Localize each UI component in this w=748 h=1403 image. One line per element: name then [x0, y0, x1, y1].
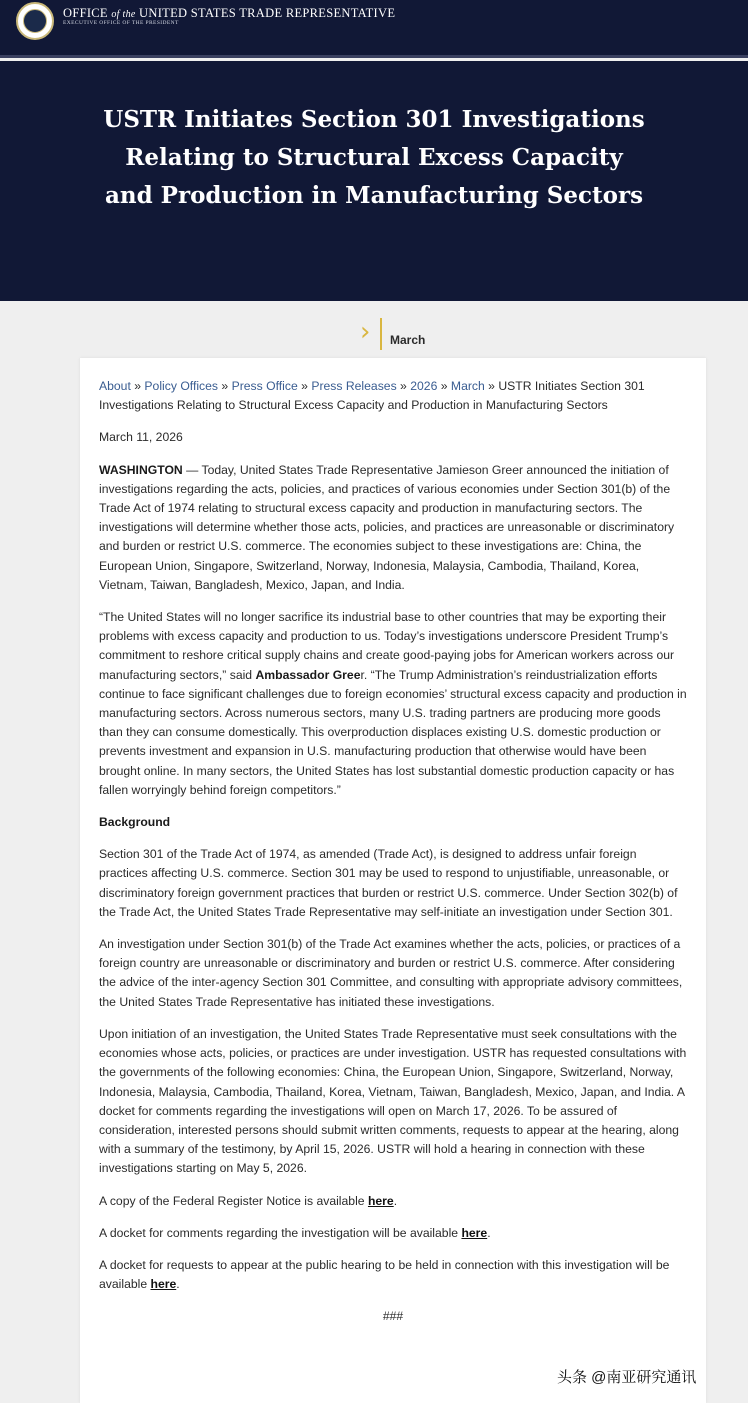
comments-docket: A docket for comments regarding the investigation will be available here.: [99, 1225, 491, 1240]
divider: [380, 318, 382, 350]
hearing-docket: A docket for requests to appear at the public hearing to be held in connection with this investigation will be available here.: [99, 1257, 670, 1292]
office-subtitle: EXECUTIVE OFFICE OF THE PRESIDENT: [63, 20, 179, 26]
quote-speaker: Ambassador Gree: [255, 667, 361, 682]
presidential-seal-icon[interactable]: [16, 2, 54, 40]
office-of: of the: [111, 9, 136, 20]
background-paragraph-1: Section 301 of the Trade Act of 1974, as amended (Trade Act), is designed to address unfair foreign practices affecting U.S. commerce. Section 301 may be used to respond to unjustifiable, unreasonable, or discriminatory foreign government practices that burden or restrict U.S. commerce. Under Section 302(b) of the Trade Act, the United States Trade Representative may self-initiate an investigation under Section 301.: [99, 847, 678, 919]
paragraph-text: — Today, United States Trade Representative Jamieson Greer announced the initiation of investigations regarding the acts, policies, and practices of various economies under Section 301(b) of the Trade Act of 1974 relating to structural excess capacity and production in manufacturing sectors. The investigations will determine whether those acts, policies, and practices are unreasonable or discriminatory and burden or restrict U.S. commerce. The economies subject to these investigations are: China, the European Union, Singapore, Switzerland, Norway, Indonesia, Malaysia, Cambodia, Thailand, Korea, Vietnam, Taiwan, Bangladesh, Mexico, Japan, and India.: [99, 462, 675, 592]
quote-paragraph: [99, 608, 687, 800]
end-mark: ###: [382, 1309, 404, 1324]
site-header: [0, 0, 748, 58]
federal-register-notice: A copy of the Federal Register Notice is available here.: [99, 1193, 398, 1208]
breadcrumb-press-releases[interactable]: Press Releases: [311, 379, 397, 393]
quote-text-continued: r. “The Trump Administration’s reindustrialization efforts continue to face significant challenges due to foreign economies’ structural excess capacity and production in manufacturing sectors. Across numerous sectors, many U.S. trading partners are producing more goods than they can consume domestically. This overproduction displaces existing U.S. domestic production or prevents investment and expansion in U.S. manufacturing production that otherwise would have been brought online. In many sectors, the United States has lost substantial domestic production capacity or has fallen worryingly behind foreign competitors.”: [99, 667, 687, 797]
office-prefix: OFFICE: [63, 6, 108, 20]
article-card: [80, 358, 706, 1403]
breadcrumb-separator: »: [396, 379, 411, 393]
office-main: UNITED STATES TRADE REPRESENTATIVE: [139, 6, 396, 20]
breadcrumb-separator: »: [297, 379, 312, 393]
article-paragraph: [99, 461, 687, 595]
quote-text: “The United States will no longer sacrifice its industrial base to other countries that may be exporting their problems with excess capacity and production to us. Today’s investigations underscore President Trump’s commitment to reshore critical supply chains and create good-paying jobs for American workers across our manufacturing sectors,” said: [99, 610, 675, 682]
breadcrumb-march[interactable]: March: [450, 379, 485, 393]
section-month: March: [390, 333, 426, 347]
background-heading: Background: [99, 815, 171, 830]
breadcrumb-policy-offices[interactable]: Policy Offices: [144, 379, 219, 393]
page-title: USTR Initiates Section 301 Investigations Relating to Structural Excess Capacity and Production in Manufacturing Sectors: [103, 106, 645, 209]
hearing-docket-link[interactable]: here: [150, 1277, 177, 1292]
background-paragraph-2: An investigation under Section 301(b) of the Trade Act examines whether the acts, policies, or practices of a foreign country are unreasonable or discriminatory and burden or restrict U.S. commerce. After considering the advice of the inter-agency Section 301 Committee, and consulting with appropriate advisory committees, the United States Trade Representative has initiated these investigations.: [99, 937, 683, 1009]
article-content: [99, 377, 687, 1340]
chevron-right-icon: ›: [360, 317, 371, 347]
breadcrumb-press-office[interactable]: Press Office: [231, 379, 298, 393]
breadcrumb: [99, 377, 687, 415]
breadcrumb-current: USTR Initiates Section 301 Investigations Relating to Structural Excess Capacity and Production in Manufacturing Sectors: [99, 379, 645, 413]
breadcrumb-separator: »: [437, 379, 451, 393]
hero-banner: [0, 61, 748, 301]
comments-docket-link[interactable]: here: [461, 1225, 488, 1240]
site-logo-text[interactable]: [63, 6, 395, 21]
article-date: March 11, 2026: [99, 430, 183, 445]
federal-register-link[interactable]: here: [367, 1193, 394, 1208]
breadcrumb-2026[interactable]: 2026: [410, 379, 438, 393]
background-paragraph-3: Upon initiation of an investigation, the United States Trade Representative must seek consultations with the economies whose acts, policies, or practices are under investigation. USTR has requested consultations with the governments of the following economies: China, the European Union, Singapore, Switzerland, Norway, Indonesia, Malaysia, Cambodia, Thailand, Korea, Vietnam, Taiwan, Bangladesh, Mexico, Japan, and India. A docket for comments regarding the investigations will open on March 17, 2026. To be assured of consideration, interested persons should submit written comments, requests to appear at the hearing, along with a summary of the testimony, by April 15, 2026. USTR will hold a hearing in connection with these investigations starting on May 5, 2026.: [99, 1026, 687, 1176]
breadcrumb-separator: »: [484, 379, 499, 393]
dateline: WASHINGTON: [99, 462, 183, 477]
watermark: 头条 @南亚研究通讯: [557, 1369, 697, 1386]
breadcrumb-separator: »: [218, 379, 232, 393]
breadcrumb-separator: »: [130, 379, 145, 393]
breadcrumb-about[interactable]: About: [99, 379, 131, 393]
